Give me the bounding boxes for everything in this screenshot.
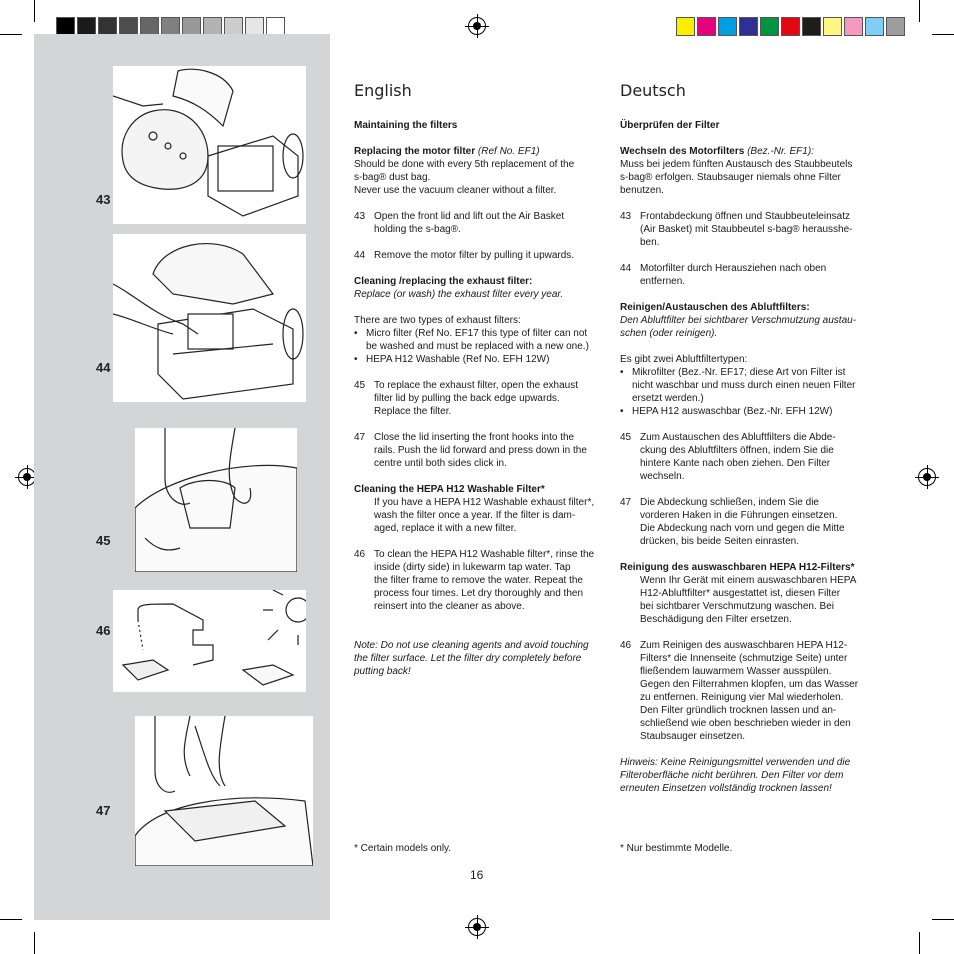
step-43: 43 Open the front lid and lift out the Air Basket holding the s-bag®. (354, 211, 565, 235)
body-text: Never use the vacuum cleaner without a filter. (354, 185, 557, 196)
step-43: 43 Frontabdeckung öffnen und Staubbeuteleinsatz (Air Basket) mit Staubbeutel s-bag® herausshe- ben. (620, 211, 853, 248)
subheading: Reinigen/Austauschen des Abluftfilters: (620, 302, 810, 313)
subheading: Cleaning the HEPA H12 Washable Filter* (354, 484, 545, 495)
figure-number: 44 (96, 360, 111, 375)
step-47: 47 Die Abdeckung schließen, indem Sie die vorderen Haken in die Führungen einsetzen. Die Abdeckung nach vorn und gegen die Mitte drücken, bis beide Seiten einrasten. (620, 497, 845, 547)
note-text: Hinweis: Keine Reinigungsmittel verwenden und die Filteroberfläche nicht berühren. Den Filter vor dem erneuten Einsetzen vollständig trocknen lassen! (620, 757, 851, 794)
calibration-swatch (886, 17, 905, 36)
english-heading: English (354, 81, 412, 100)
subheading: Replacing the motor filter (354, 146, 476, 157)
subheading: Reinigung des auswaschbaren HEPA H12-Filters* (620, 562, 855, 573)
footnote: * Nur bestimmte Modelle. (620, 843, 733, 854)
step-45: 45 To replace the exhaust filter, open the exhaust filter lid by pulling the back edge upwards. Replace the filter. (354, 380, 579, 417)
body-text: Es gibt zwei Abluftfiltertypen: (620, 354, 748, 365)
bullet-item: • HEPA H12 auswaschbar (Bez.-Nr. EFH 12W) (620, 406, 833, 417)
figure-number: 43 (96, 192, 111, 207)
bullet-item: • HEPA H12 Washable (Ref No. EFH 12W) (354, 354, 550, 365)
calibration-swatch (823, 17, 842, 36)
figure-45-illustration (135, 428, 297, 572)
body-text: s-bag® dust bag. (354, 172, 431, 183)
crop-mark (0, 34, 22, 35)
step-46: 46 Zum Reinigen des auswaschbaren HEPA H12- Filters* die Innenseite (schmutzige Seite) unter fließendem lauwarmem Wasser ausspülen. Gegen den Filterrahmen klopfen, um das Wasser zu entfernen. Reinigung vier Mal wiederholen. Den Filter gründlich trocknen lassen und an- schließend wie oben beschrieben wieder in den Staubsauger einsetzen. (620, 640, 859, 742)
color-calibration-bar (676, 17, 907, 36)
step-44: 44 Motorfilter durch Herausziehen nach oben entfernen. (620, 263, 827, 287)
reference-number: (Ref No. EF1) (477, 146, 540, 157)
crop-mark (919, 0, 920, 22)
calibration-swatch (760, 17, 779, 36)
body-text: If you have a HEPA H12 Washable exhaust filter*, wash the filter once a year. If the filter is dam- aged, replace it with a new filter. (374, 497, 595, 534)
crop-mark (34, 932, 35, 954)
subheading: Cleaning /replacing the exhaust filter: (354, 276, 533, 287)
figure-43-illustration (113, 66, 306, 224)
body-text: Replace (or wash) the exhaust filter every year. (354, 289, 564, 300)
calibration-swatch (697, 17, 716, 36)
body-text: s-bag® erfolgen. Staubsauger niemals ohne Filter (620, 172, 841, 183)
step-45: 45 Zum Austauschen des Abluftfilters die Abde- ckung des Abluftfilters öffnen, indem Sie die hintere Kante nach oben ziehen. Den Filter wechseln. (620, 432, 836, 482)
registration-mark-icon (468, 17, 486, 35)
body-text: Den Abluftfilter bei sichtbarer Verschmutzung austau- (620, 315, 857, 326)
figure-47-illustration (135, 716, 313, 866)
calibration-swatch (739, 17, 758, 36)
step-47: 47 Close the lid inserting the front hooks into the rails. Push the lid forward and press down in the centre until both sides click in. (354, 432, 587, 469)
section-heading: Maintaining the filters (354, 120, 458, 131)
calibration-swatch (718, 17, 737, 36)
footnote: * Certain models only. (354, 843, 452, 854)
crop-mark (34, 0, 35, 22)
calibration-swatch (844, 17, 863, 36)
deutsch-heading: Deutsch (620, 81, 686, 100)
body-text: Muss bei jedem fünften Austausch des Staubbeutels (620, 159, 853, 170)
body-text: Should be done with every 5th replacement of the (354, 159, 575, 170)
crop-mark (932, 34, 954, 35)
body-text: schen (oder reinigen). (620, 328, 718, 339)
page-number: 16 (470, 868, 484, 882)
crop-mark (919, 932, 920, 954)
step-44: 44 Remove the motor filter by pulling it upwards. (354, 250, 575, 261)
figure-46-illustration (113, 590, 306, 692)
subheading: Wechseln des Motorfilters (620, 146, 745, 157)
registration-mark-icon (918, 468, 936, 486)
step-46: 46 To clean the HEPA H12 Washable filter*, rinse the inside (dirty side) in lukewarm tap water. Tap the filter frame to remove the water. Repeat the process four times. Let dry thoroughly and then reinsert into the cleaner as above. (354, 549, 595, 612)
figure-number: 45 (96, 533, 111, 548)
section-heading: Überprüfen der Filter (620, 120, 720, 131)
crop-mark (0, 919, 22, 920)
calibration-swatch (802, 17, 821, 36)
figure-44-illustration (113, 234, 306, 402)
figure-number: 46 (96, 623, 111, 638)
english-column (354, 81, 599, 678)
registration-mark-icon (468, 918, 486, 936)
figure-number: 47 (96, 803, 111, 818)
reference-number: (Bez.-Nr. EF1): (747, 146, 814, 157)
calibration-swatch (865, 17, 884, 36)
calibration-swatch (676, 17, 695, 36)
calibration-swatch (781, 17, 800, 36)
crop-mark (932, 919, 954, 920)
note-text: Note: Do not use cleaning agents and avoid touching the filter surface. Let the filter dry completely before putting back! (354, 640, 589, 677)
body-text: benutzen. (620, 185, 664, 196)
bullet-item: • Mikrofilter (Bez.-Nr. EF17; diese Art von Filter ist nicht waschbar und muss durch einen neuen Filter ersetzt werden.) (620, 367, 856, 404)
body-text: Wenn Ihr Gerät mit einem auswaschbaren HEPA H12-Abluftfilter* ausgestattet ist, diesen Filter bei sichtbarer Verschmutzung waschen. Bei Beschädigung den Filter ersetzen. (640, 575, 857, 625)
deutsch-column (620, 81, 865, 795)
body-text: There are two types of exhaust filters: (354, 315, 521, 326)
bullet-item: • Micro filter (Ref No. EF17 this type of filter can not be washed and must be replaced with a new one.) (354, 328, 589, 352)
